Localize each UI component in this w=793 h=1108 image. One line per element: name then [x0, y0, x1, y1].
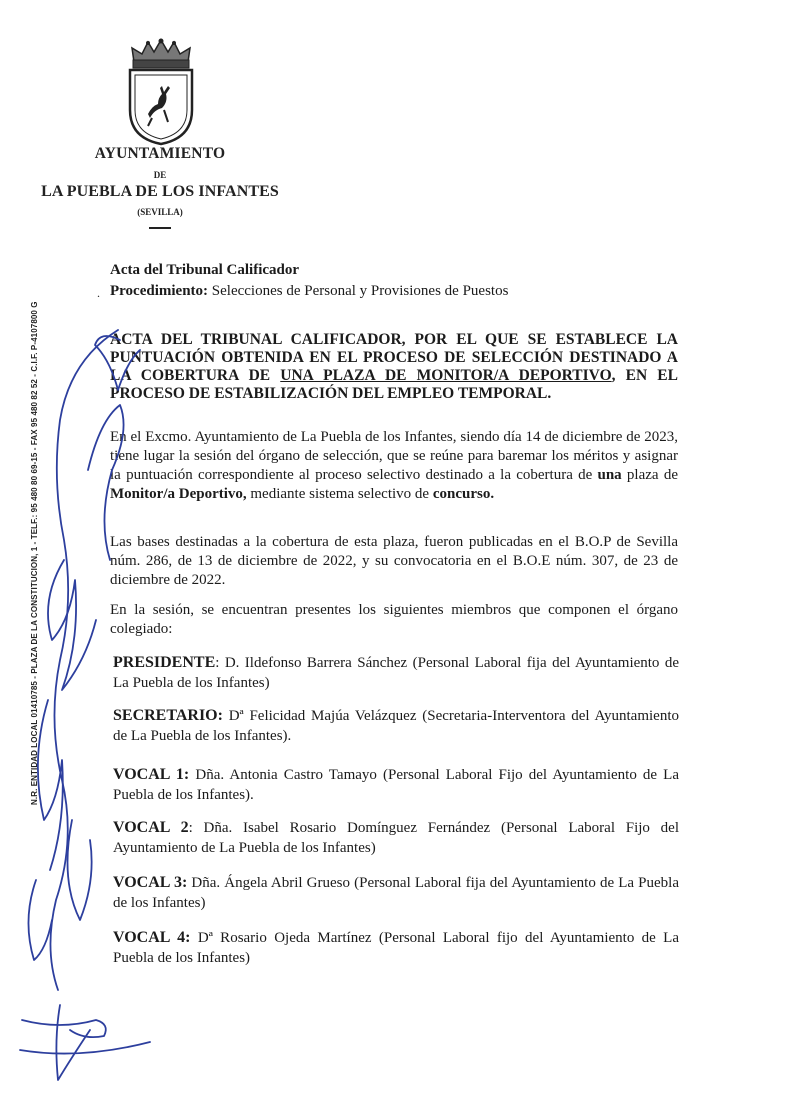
document-title — [110, 331, 678, 403]
member-president — [113, 653, 679, 693]
p1-text-e: mediante sistema selectivo de — [246, 486, 433, 502]
title-line3a: LA COBERTURA DE — [110, 367, 281, 384]
procedure-line — [110, 283, 508, 300]
header-divider — [149, 227, 171, 229]
p1-bold-monitor: Monitor/a Deportivo, — [110, 486, 247, 502]
org-name-line2: DE — [153, 170, 167, 180]
member-text: Dña. Antonia Castro Tamayo (Personal Laboral Fijo del Ayuntamiento de La Puebla de los Infantes). — [113, 767, 679, 803]
paragraph-session — [110, 428, 678, 504]
member-text: Dña. Ángela Abril Grueso (Personal Laboral fija del Ayuntamiento de La Puebla de los Infantes) — [113, 875, 679, 911]
p1-text-a: En el Excmo. Ayuntamiento de La Puebla de los Infantes, siendo día 14 de diciembre de 2023, tiene lugar la sesión del órgano de selección, que se reúne para baremar los méritos y asignar la puntuación correspondiente al proceso selectivo destinado a la cobertura de — [110, 429, 678, 483]
paragraph-members-intro: En la sesión, se encuentran presentes los siguientes miembros que componen el órgano colegiado: — [110, 602, 678, 637]
member-role: VOCAL 2 — [113, 819, 189, 836]
member-text: Dª Rosario Ojeda Martínez (Personal Laboral fijo del Ayuntamiento de La Puebla de los Infantes) — [113, 930, 679, 966]
member-text: Dª Felicidad Majúa Velázquez (Secretaria-Interventora del Ayuntamiento de La Puebla de los Infantes). — [113, 708, 679, 744]
acta-title: Acta del Tribunal Calificador — [110, 262, 300, 278]
title-line3-underlined: UNA PLAZA DE MONITOR/A DEPORTIVO — [280, 367, 612, 384]
member-vocal-4 — [113, 928, 679, 968]
member-text: : Dña. Isabel Rosario Domínguez Fernández (Personal Laboral Fijo del Ayuntamiento de La Puebla de los Infantes) — [113, 820, 680, 856]
member-secretary — [113, 706, 679, 746]
bullet-dot: . — [97, 286, 100, 300]
paragraph-bases: Las bases destinadas a la cobertura de esta plaza, fueron publicadas en el B.O.P de Sevilla núm. 286, de 13 de diciembre de 2022, y su convocatoria en el B.O.E núm. 307, de 23 de diciembre de 2022. — [110, 534, 678, 588]
p1-text-c: plaza de — [621, 467, 678, 483]
org-name-line4: (SEVILLA) — [137, 207, 183, 217]
side-registry-text: N.R. ENTIDAD LOCAL 01410785 - PLAZA DE LA CONSTITUCION, 1 - TELF.: 95 480 80 69-15 - FAX 95 480 82 52 - C.I.F. P-4107800 G — [30, 301, 39, 805]
member-role: SECRETARIO: — [113, 707, 223, 724]
coat-of-arms-icon — [118, 38, 204, 146]
member-role: VOCAL 4: — [113, 929, 191, 946]
p1-bold-una: una — [597, 467, 622, 483]
title-line3b: , EN EL — [611, 367, 678, 384]
member-text: : D. Ildefonso Barrera Sánchez (Personal Laboral fija del Ayuntamiento de La Puebla de los Infantes) — [113, 655, 679, 691]
title-line2: PUNTUACIÓN OBTENIDA EN EL PROCESO DE SELECCIÓN DESTINADO A — [110, 349, 678, 366]
member-role: PRESIDENTE — [113, 654, 216, 671]
member-vocal-1 — [113, 765, 679, 805]
org-name-line3: LA PUEBLA DE LOS INFANTES — [41, 183, 279, 200]
member-role: VOCAL 3: — [113, 874, 188, 891]
p1-bold-concurso: concurso. — [432, 486, 495, 502]
org-name-line1: AYUNTAMIENTO — [94, 145, 226, 162]
title-line4: PROCESO DE ESTABILIZACIÓN DEL EMPLEO TEMPORAL. — [110, 385, 552, 402]
procedure-label: Procedimiento: — [110, 283, 209, 299]
title-line1: ACTA DEL TRIBUNAL CALIFICADOR, POR EL QUE SE ESTABLECE LA — [110, 331, 678, 348]
member-vocal-3 — [113, 873, 679, 913]
member-vocal-2 — [113, 818, 679, 858]
member-role: VOCAL 1: — [113, 766, 190, 783]
procedure-value: Selecciones de Personal y Provisiones de Puestos — [211, 283, 509, 299]
